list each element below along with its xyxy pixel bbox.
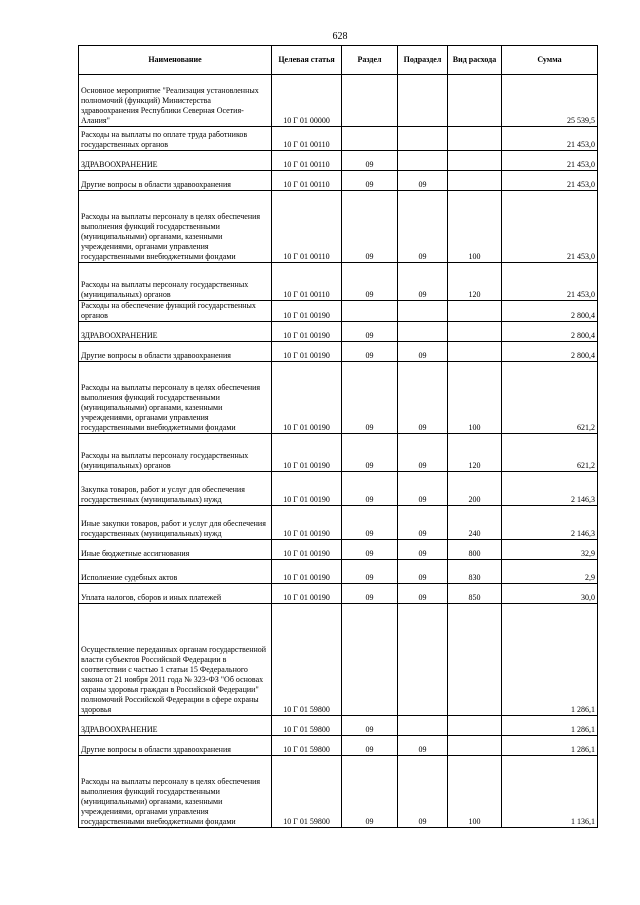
cell-subsection: 09	[398, 560, 448, 584]
table-row	[79, 560, 598, 584]
cell-kind: 800	[448, 540, 502, 560]
table-row	[79, 434, 598, 472]
cell-section: 09	[342, 736, 398, 756]
cell-section: 09	[342, 584, 398, 604]
cell-section	[342, 301, 398, 322]
cell-sum: 21 453,0	[502, 191, 598, 263]
table-row	[79, 584, 598, 604]
cell-name: Другие вопросы в области здравоохранения	[79, 736, 272, 756]
cell-target: 10 Г 01 00190	[272, 434, 342, 472]
cell-kind	[448, 75, 502, 127]
cell-kind	[448, 151, 502, 171]
table-row	[79, 322, 598, 342]
cell-name: Расходы на обеспечение функций государственных органов	[79, 301, 272, 322]
cell-name: Расходы на выплаты персоналу государственных (муниципальных) органов	[79, 263, 272, 301]
cell-name: Основное мероприятие "Реализация установленных полномочий (функций) Министерства здравоохранения Республики Северная Осетия-Алания"	[79, 75, 272, 127]
cell-target: 10 Г 01 00190	[272, 342, 342, 362]
cell-kind	[448, 127, 502, 151]
cell-sum: 621,2	[502, 434, 598, 472]
cell-name: ЗДРАВООХРАНЕНИЕ	[79, 322, 272, 342]
cell-sum: 21 453,0	[502, 127, 598, 151]
cell-name: Расходы на выплаты персоналу в целях обеспечения выполнения функций государственными (муниципальными) органами, казенными учреждениями, органами управления государственными внебюджетными фондами	[79, 191, 272, 263]
cell-target: 10 Г 01 00190	[272, 322, 342, 342]
cell-kind: 100	[448, 756, 502, 828]
cell-section: 09	[342, 362, 398, 434]
cell-subsection	[398, 604, 448, 716]
cell-name: Расходы на выплаты персоналу в целях обеспечения выполнения функций государственными (муниципальными) органами, казенными учреждениями, органами управления государственными внебюджетными фондами	[79, 362, 272, 434]
header-kind: Вид расхода	[448, 46, 502, 75]
table-row	[79, 171, 598, 191]
cell-section: 09	[342, 342, 398, 362]
cell-target: 10 Г 01 00110	[272, 191, 342, 263]
cell-subsection: 09	[398, 263, 448, 301]
cell-section: 09	[342, 151, 398, 171]
cell-sum: 1 286,1	[502, 716, 598, 736]
cell-target: 10 Г 01 00190	[272, 472, 342, 506]
cell-subsection	[398, 301, 448, 322]
cell-name: Уплата налогов, сборов и иных платежей	[79, 584, 272, 604]
cell-kind	[448, 171, 502, 191]
cell-section: 09	[342, 540, 398, 560]
header-sum: Сумма	[502, 46, 598, 75]
cell-sum: 2 146,3	[502, 472, 598, 506]
cell-target: 10 Г 01 00110	[272, 171, 342, 191]
cell-kind	[448, 342, 502, 362]
cell-section: 09	[342, 506, 398, 540]
table-row	[79, 362, 598, 434]
cell-target: 10 Г 01 00000	[272, 75, 342, 127]
table-row	[79, 506, 598, 540]
page-number: 628	[332, 31, 348, 42]
header-subsection: Подраздел	[398, 46, 448, 75]
cell-target: 10 Г 01 00190	[272, 560, 342, 584]
cell-target: 10 Г 01 00190	[272, 584, 342, 604]
cell-target: 10 Г 01 59800	[272, 716, 342, 736]
table-row	[79, 342, 598, 362]
cell-name: Осуществление переданных органам государственной власти субъектов Российской Федерации в соответствии с частью 1 статьи 15 Федерального закона от 21 ноября 2011 года № 323-ФЗ "Об основах охраны здоровья граждан в Российской Федерации" полномочий Российской Федерации в сфере охраны здоровья	[79, 604, 272, 716]
cell-kind	[448, 716, 502, 736]
cell-sum: 21 453,0	[502, 263, 598, 301]
cell-section: 09	[342, 322, 398, 342]
cell-kind: 240	[448, 506, 502, 540]
cell-sum: 25 539,5	[502, 75, 598, 127]
cell-sum: 2 800,4	[502, 322, 598, 342]
table-row	[79, 301, 598, 322]
cell-kind: 850	[448, 584, 502, 604]
cell-name: Исполнение судебных актов	[79, 560, 272, 584]
cell-name: Расходы на выплаты персоналу в целях обеспечения выполнения функций государственными (муниципальными) органами, казенными учреждениями, органами управления государственными внебюджетными фондами	[79, 756, 272, 828]
cell-section: 09	[342, 263, 398, 301]
header-name: Наименование	[79, 46, 272, 75]
cell-name: Закупка товаров, работ и услуг для обеспечения государственных (муниципальных) нужд	[79, 472, 272, 506]
cell-target: 10 Г 01 00190	[272, 506, 342, 540]
cell-kind: 830	[448, 560, 502, 584]
cell-subsection	[398, 322, 448, 342]
cell-subsection: 09	[398, 506, 448, 540]
cell-subsection: 09	[398, 540, 448, 560]
cell-section	[342, 604, 398, 716]
cell-subsection: 09	[398, 171, 448, 191]
cell-sum: 21 453,0	[502, 151, 598, 171]
cell-target: 10 Г 01 59800	[272, 756, 342, 828]
cell-subsection: 09	[398, 362, 448, 434]
cell-sum: 1 136,1	[502, 756, 598, 828]
cell-subsection	[398, 127, 448, 151]
table-row	[79, 75, 598, 127]
cell-target: 10 Г 01 00190	[272, 362, 342, 434]
cell-sum: 2 800,4	[502, 342, 598, 362]
table-row	[79, 716, 598, 736]
cell-section: 09	[342, 434, 398, 472]
cell-name: Другие вопросы в области здравоохранения	[79, 171, 272, 191]
cell-section: 09	[342, 716, 398, 736]
cell-sum: 21 453,0	[502, 171, 598, 191]
cell-kind: 100	[448, 362, 502, 434]
cell-section: 09	[342, 191, 398, 263]
cell-sum: 32,9	[502, 540, 598, 560]
table-row	[79, 472, 598, 506]
cell-section: 09	[342, 560, 398, 584]
table-row	[79, 151, 598, 171]
table-row	[79, 756, 598, 828]
cell-kind: 120	[448, 263, 502, 301]
table-row	[79, 263, 598, 301]
cell-name: Расходы на выплаты персоналу государственных (муниципальных) органов	[79, 434, 272, 472]
cell-kind	[448, 301, 502, 322]
cell-sum: 1 286,1	[502, 604, 598, 716]
cell-subsection: 09	[398, 191, 448, 263]
cell-kind: 200	[448, 472, 502, 506]
cell-kind	[448, 604, 502, 716]
cell-target: 10 Г 01 59800	[272, 736, 342, 756]
cell-name: Другие вопросы в области здравоохранения	[79, 342, 272, 362]
cell-name: ЗДРАВООХРАНЕНИЕ	[79, 151, 272, 171]
cell-name: ЗДРАВООХРАНЕНИЕ	[79, 716, 272, 736]
table-row	[79, 736, 598, 756]
cell-section: 09	[342, 472, 398, 506]
cell-target: 10 Г 01 00190	[272, 301, 342, 322]
cell-subsection	[398, 716, 448, 736]
table-row	[79, 540, 598, 560]
cell-kind	[448, 736, 502, 756]
cell-section: 09	[342, 756, 398, 828]
cell-sum: 30,0	[502, 584, 598, 604]
budget-table	[78, 45, 598, 828]
cell-subsection: 09	[398, 472, 448, 506]
cell-subsection: 09	[398, 736, 448, 756]
cell-kind	[448, 322, 502, 342]
cell-sum: 2 146,3	[502, 506, 598, 540]
cell-sum: 621,2	[502, 362, 598, 434]
cell-target: 10 Г 01 00190	[272, 540, 342, 560]
cell-name: Расходы на выплаты по оплате труда работников государственных органов	[79, 127, 272, 151]
cell-name: Иные бюджетные ассигнования	[79, 540, 272, 560]
table-row	[79, 191, 598, 263]
header-section: Раздел	[342, 46, 398, 75]
table-row	[79, 604, 598, 716]
cell-subsection: 09	[398, 584, 448, 604]
table-row	[79, 127, 598, 151]
cell-target: 10 Г 01 00110	[272, 151, 342, 171]
cell-subsection: 09	[398, 756, 448, 828]
cell-sum: 1 286,1	[502, 736, 598, 756]
cell-name: Иные закупки товаров, работ и услуг для обеспечения государственных (муниципальных) нужд	[79, 506, 272, 540]
cell-target: 10 Г 01 00110	[272, 263, 342, 301]
header-target: Целевая статья	[272, 46, 342, 75]
cell-target: 10 Г 01 59800	[272, 604, 342, 716]
cell-section	[342, 75, 398, 127]
cell-kind: 100	[448, 191, 502, 263]
cell-kind: 120	[448, 434, 502, 472]
cell-subsection	[398, 75, 448, 127]
cell-subsection: 09	[398, 342, 448, 362]
cell-target: 10 Г 01 00110	[272, 127, 342, 151]
cell-section	[342, 127, 398, 151]
cell-sum: 2,9	[502, 560, 598, 584]
cell-section: 09	[342, 171, 398, 191]
cell-subsection	[398, 151, 448, 171]
table-header-row	[79, 46, 598, 75]
cell-sum: 2 800,4	[502, 301, 598, 322]
cell-subsection: 09	[398, 434, 448, 472]
